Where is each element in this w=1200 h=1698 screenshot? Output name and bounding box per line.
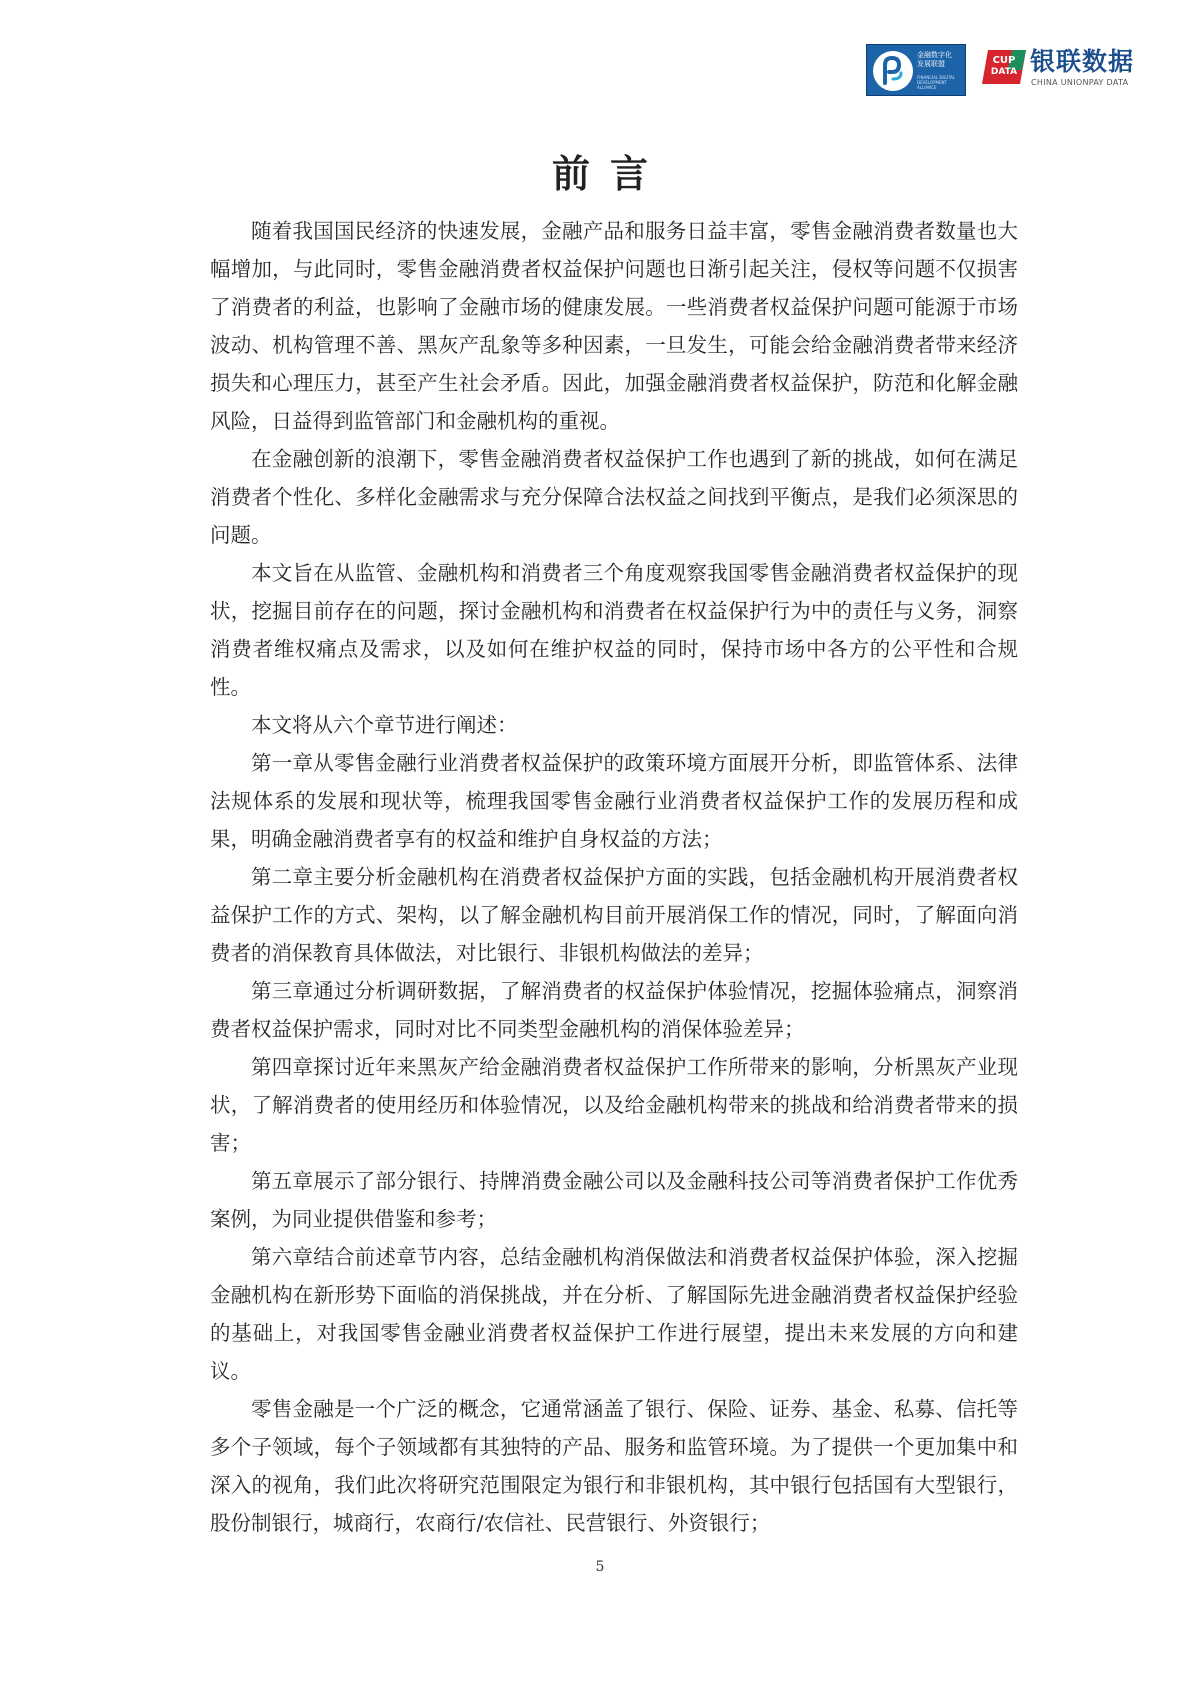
fdi-logo-icon — [871, 49, 915, 93]
fdi-logo-sublabel: FINANCIAL DIGITAL DEVELOPMENT ALLIANCE — [917, 75, 956, 90]
page-title: 前言 — [551, 152, 668, 196]
fdi-logo — [866, 44, 966, 96]
paragraph: 第四章探讨近年来黑灰产给金融消费者权益保护工作所带来的影响，分析黑灰产业现状，了解消费者的使用经历和体验情况，以及给金融机构带来的挑战和给消费者带来的损害； — [210, 1055, 1018, 1155]
paragraph: 第六章结合前述章节内容，总结金融机构消保做法和消费者权益保护体验，深入挖掘金融机构在新形势下面临的消保挑战，并在分析、了解国际先进金融消费者权益保护经验的基础上，对我国零售金融业消费者权益保护工作进行展望，提出未来发展的方向和建议。 — [210, 1245, 1018, 1383]
paragraph: 第五章展示了部分银行、持牌消费金融公司以及金融科技公司等消费者保护工作优秀案例，为同业提供借鉴和参考； — [210, 1169, 1018, 1231]
unionpay-data-name: 银联数据 — [1030, 47, 1135, 76]
paragraph: 第三章通过分析调研数据，了解消费者的权益保护体验情况，挖掘体验痛点，洞察消费者权益保护需求，同时对比不同类型金融机构的消保体验差异； — [210, 979, 1018, 1041]
cup-badge-top-text: CUP — [992, 55, 1016, 66]
paragraph: 第二章主要分析金融机构在消费者权益保护方面的实践，包括金融机构开展消费者权益保护工作的方式、架构，以了解金融机构目前开展消保工作的情况，同时，了解面向消费者的消保教育具体做法，对比银行、非银机构做法的差异； — [210, 865, 1018, 965]
paragraph: 零售金融是一个广泛的概念，它通常涵盖了银行、保险、证券、基金、私募、信托等多个子领域，每个子领域都有其独特的产品、服务和监管环境。为了提供一个更加集中和深入的视角，我们此次将研究范围限定为银行和非银机构，其中银行包括国有大型银行，股份制银行，城商行，农商行/农信社、民营银行、外资银行； — [210, 1397, 1018, 1535]
body-text — [210, 212, 1018, 1542]
paragraph: 随着我国国民经济的快速发展，金融产品和服务日益丰富，零售金融消费者数量也大幅增加，与此同时，零售金融消费者权益保护问题也日渐引起关注，侵权等问题不仅损害了消费者的利益，也影响了金融市场的健康发展。一些消费者权益保护问题可能源于市场波动、机构管理不善、黑灰产乱象等多种因素，一旦发生，可能会给金融消费者带来经济损失和心理压力，甚至产生社会矛盾。因此，加强金融消费者权益保护，防范和化解金融风险，日益得到监管部门和金融机构的重视。 — [210, 219, 1018, 433]
cup-badge-bottom-text: DATA — [990, 67, 1018, 77]
unionpay-data-english-name: CHINA UNIONPAY DATA — [1031, 78, 1129, 87]
paragraph: 本文旨在从监管、金融机构和消费者三个角度观察我国零售金融消费者权益保护的现状，挖掘目前存在的问题，探讨金融机构和消费者在权益保护行为中的责任与义务，洞察消费者维权痛点及需求，以及如何在维护权益的同时，保持市场中各方的公平性和合规性。 — [210, 561, 1018, 699]
fdi-logo-label: 金融数字化 发展联盟 — [917, 51, 952, 68]
paragraph: 第一章从零售金融行业消费者权益保护的政策环境方面展开分析，即监管体系、法律法规体系的发展和现状等，梳理我国零售金融行业消费者权益保护工作的发展历程和成果，明确金融消费者享有的权益和维护自身权益的方法； — [210, 751, 1018, 851]
header-logos — [866, 44, 1146, 98]
paragraph: 本文将从六个章节进行阐述： — [251, 713, 518, 737]
cup-data-badge — [982, 50, 1026, 84]
page-number: 5 — [595, 1559, 605, 1575]
paragraph: 在金融创新的浪潮下，零售金融消费者权益保护工作也遇到了新的挑战，如何在满足消费者个性化、多样化金融需求与充分保障合法权益之间找到平衡点，是我们必须深思的问题。 — [210, 447, 1018, 547]
